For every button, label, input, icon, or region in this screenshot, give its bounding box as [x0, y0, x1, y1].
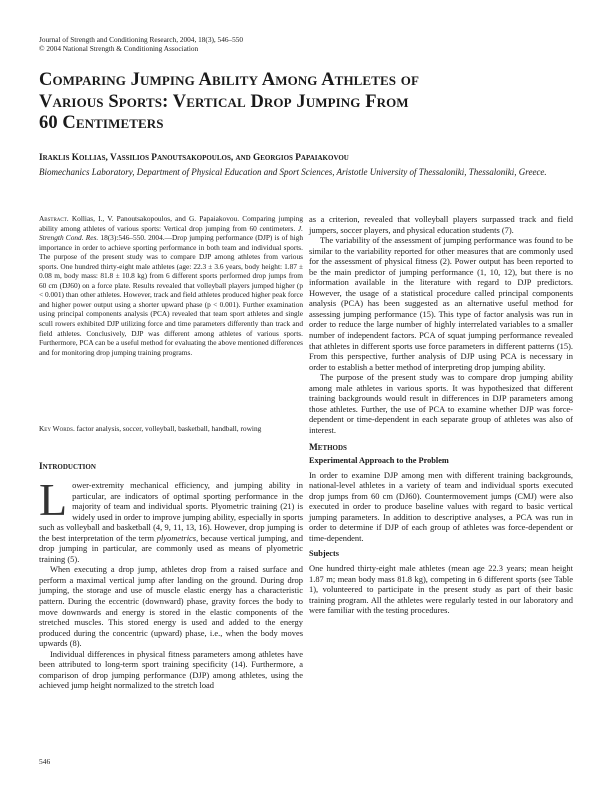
- journal-citation: Journal of Strength and Conditioning Research, 2004, 18(3), 546–550: [39, 35, 244, 44]
- intro-paragraph-5: The purpose of the present study was to compare drop jumping ability among male athletes in various sports. It was hypothesized that different training backgrounds would result in differences in DJP parameters among those athletes. Further, the use of PCA to examine whether DJP was force-dependent or time-dependent in each separate group of athletes was also of interest.: [309, 372, 573, 435]
- introduction-section: [39, 462, 303, 691]
- abstract-citation: Kollias, I., V. Panoutsakopoulos, and G. Papaiakovou. Comparing jumping ability among athletes of various sports: Vertical drop jumping from 60 centimeters.: [39, 214, 303, 233]
- keywords-label: Key Words.: [39, 424, 75, 433]
- intro-emphasis: plyometrics: [156, 532, 197, 543]
- drop-cap: L: [39, 474, 68, 525]
- keywords: [39, 424, 303, 434]
- affiliation: Biomechanics Laboratory, Department of Physical Education and Sport Sciences, Aristotle University of Thessaloniki, Thessaloniki, Greece.: [39, 167, 547, 177]
- abstract-label: Abstract.: [39, 214, 69, 223]
- abstract: [39, 214, 303, 357]
- methods-subjects-text: One hundred thirty-eight male athletes (mean age 22.3 years; mean height 1.87 m; mean body mass 81.8 kg), competing in 6 different sports (see Table 1), volunteered to participate in the present study as part of their basic training program. All the athletes were regularly tested in our laboratory and were familiar with the testing procedures.: [309, 562, 573, 616]
- abstract-text: —Drop jumping performance (DJP) is of high importance in order to achieve sporting performance in both team and individual sports. The purpose of the present study was to compare DJP among athletes from various sports. One hundred thirty-eight male athletes (age: 22.3 ± 3.6 years, body height: 1.87 ± 0.08 m, body mass: 81.8 ± 10.8 kg) from 6 different sports performed drop jumps from 60 cm (DJ60) on a force plate. Results revealed that volleyball players jumped higher (p < 0.001) than other athletes. However, track and field athletes produced higher peak force and higher power output using a shorter upward phase (p < 0.001). Further examination using principal components analysis (PCA) revealed that team sport athletes and single scull rowers exhibited DJP utilizing force and time parameters differently than track and field athletes. Conclusively, DJP was different among athletes of various sports. Furthermore, PCA can be a useful method for evaluating the above mentioned differences and for monitoring drop jumping training programs.: [39, 233, 303, 357]
- copyright-line: © 2004 National Strength & Conditioning Association: [39, 44, 199, 53]
- abstract-journal: J. Strength Cond. Res.: [39, 223, 303, 243]
- methods-subheading-approach: Experimental Approach to the Problem: [309, 456, 449, 466]
- methods-subheading-subjects: Subjects: [309, 549, 339, 559]
- page-number: 546: [39, 757, 51, 766]
- right-column: [309, 214, 573, 616]
- journal-header: [39, 35, 243, 53]
- title-line-1: Comparing Jumping Ability Among Athletes of: [39, 70, 420, 90]
- author-list: Iraklis Kollias, Vassilios Panoutsakopoulos, and Georgios Papaiakovou: [39, 153, 349, 163]
- intro-paragraph-2: When executing a drop jump, athletes drop from a raised surface and perform a maximal vertical jump after landing on the ground. During drop jumping, the storage and use of muscle elastic energy has a characteristic pattern. During the eccentric (downward) phase, gravity forces the body to move downwards and energy is stored in the elastic components of the stretched muscles. This stored energy is used and added to the energy produced during the concentric (upward) phase, i.e., when the body moves upwards (8).: [39, 564, 303, 649]
- introduction-heading: Introduction: [39, 462, 96, 472]
- introduction-body: [39, 474, 303, 691]
- article-title: [39, 70, 579, 135]
- abstract-volume: 18(3):546–550. 2004.: [98, 233, 165, 243]
- title-line-3: 60 Centimeters: [39, 113, 164, 133]
- intro-paragraph-3: Individual differences in physical fitness parameters among athletes have been attributed to long-term sport training specificity (14). Furthermore, a comparison of drop jumping performance (DJP) among athletes, using the achieved jump height normalized to the stretch load: [39, 648, 303, 691]
- title-line-2: Various Sports: Vertical Drop Jumping From: [39, 91, 409, 112]
- intro-paragraph-3-continued: as a criterion, revealed that volleyball players surpassed track and field jumpers, soccer players, and physical education students (7).: [309, 214, 573, 235]
- keywords-text: factor analysis, soccer, volleyball, basketball, handball, rowing: [74, 424, 262, 433]
- intro-paragraph-4: The variability of the assessment of jumping performance was found to be similar to the variability reported for other measures that are commonly used for the assessment of physical fitness (2). Power output has been reported to be the main predictor of jumping performance (1, 10, 12), but there is no information available in the literature with regard to DJP predictors. However, the usage of a statistical procedure called principal components analysis (PCA) has been suggested as an alternative useful method for assessing jumping performance (15). This type of factor analysis was run in order to reduce the large number of highly interrelated variables to a smaller number of independent factors. PCA of squat jumping performance revealed that athletes in different sports use force parameters in different patterns (15). From this perspective, further analysis of DJP using PCA is necessary in order to establish a better method of interpreting drop jumping ability.: [309, 235, 573, 372]
- intro-paragraph-1: Lower-extremity mechanical efficiency, and jumping ability in particular, are indicators of optimal sporting performance in the majority of team and individual sports. Plyometric training (21) is widely used in order to improve jumping ability, especially in sports such as volleyball and basketball (4, 9, 11, 13, 16). However, drop jumping is the best interpretation of the term plyometrics, because vertical jumping, and drop jumping in particular, are commonly used as means of plyometric training (5).: [39, 474, 303, 564]
- methods-heading: Methods: [309, 443, 347, 454]
- methods-approach-text: In order to examine DJP among men with different training backgrounds, national-level athletes in a variety of team and individual sports executed drop jumps from 60 cm (DJ60). Countermovement jumps (CMJ) were also executed in order to produce baseline values with regard to basic vertical jumping parameters. In addition to descriptive analyses, a PCA was run in order to determine if DJP of each group of athletes was force-dependent or time-dependent.: [309, 469, 573, 543]
